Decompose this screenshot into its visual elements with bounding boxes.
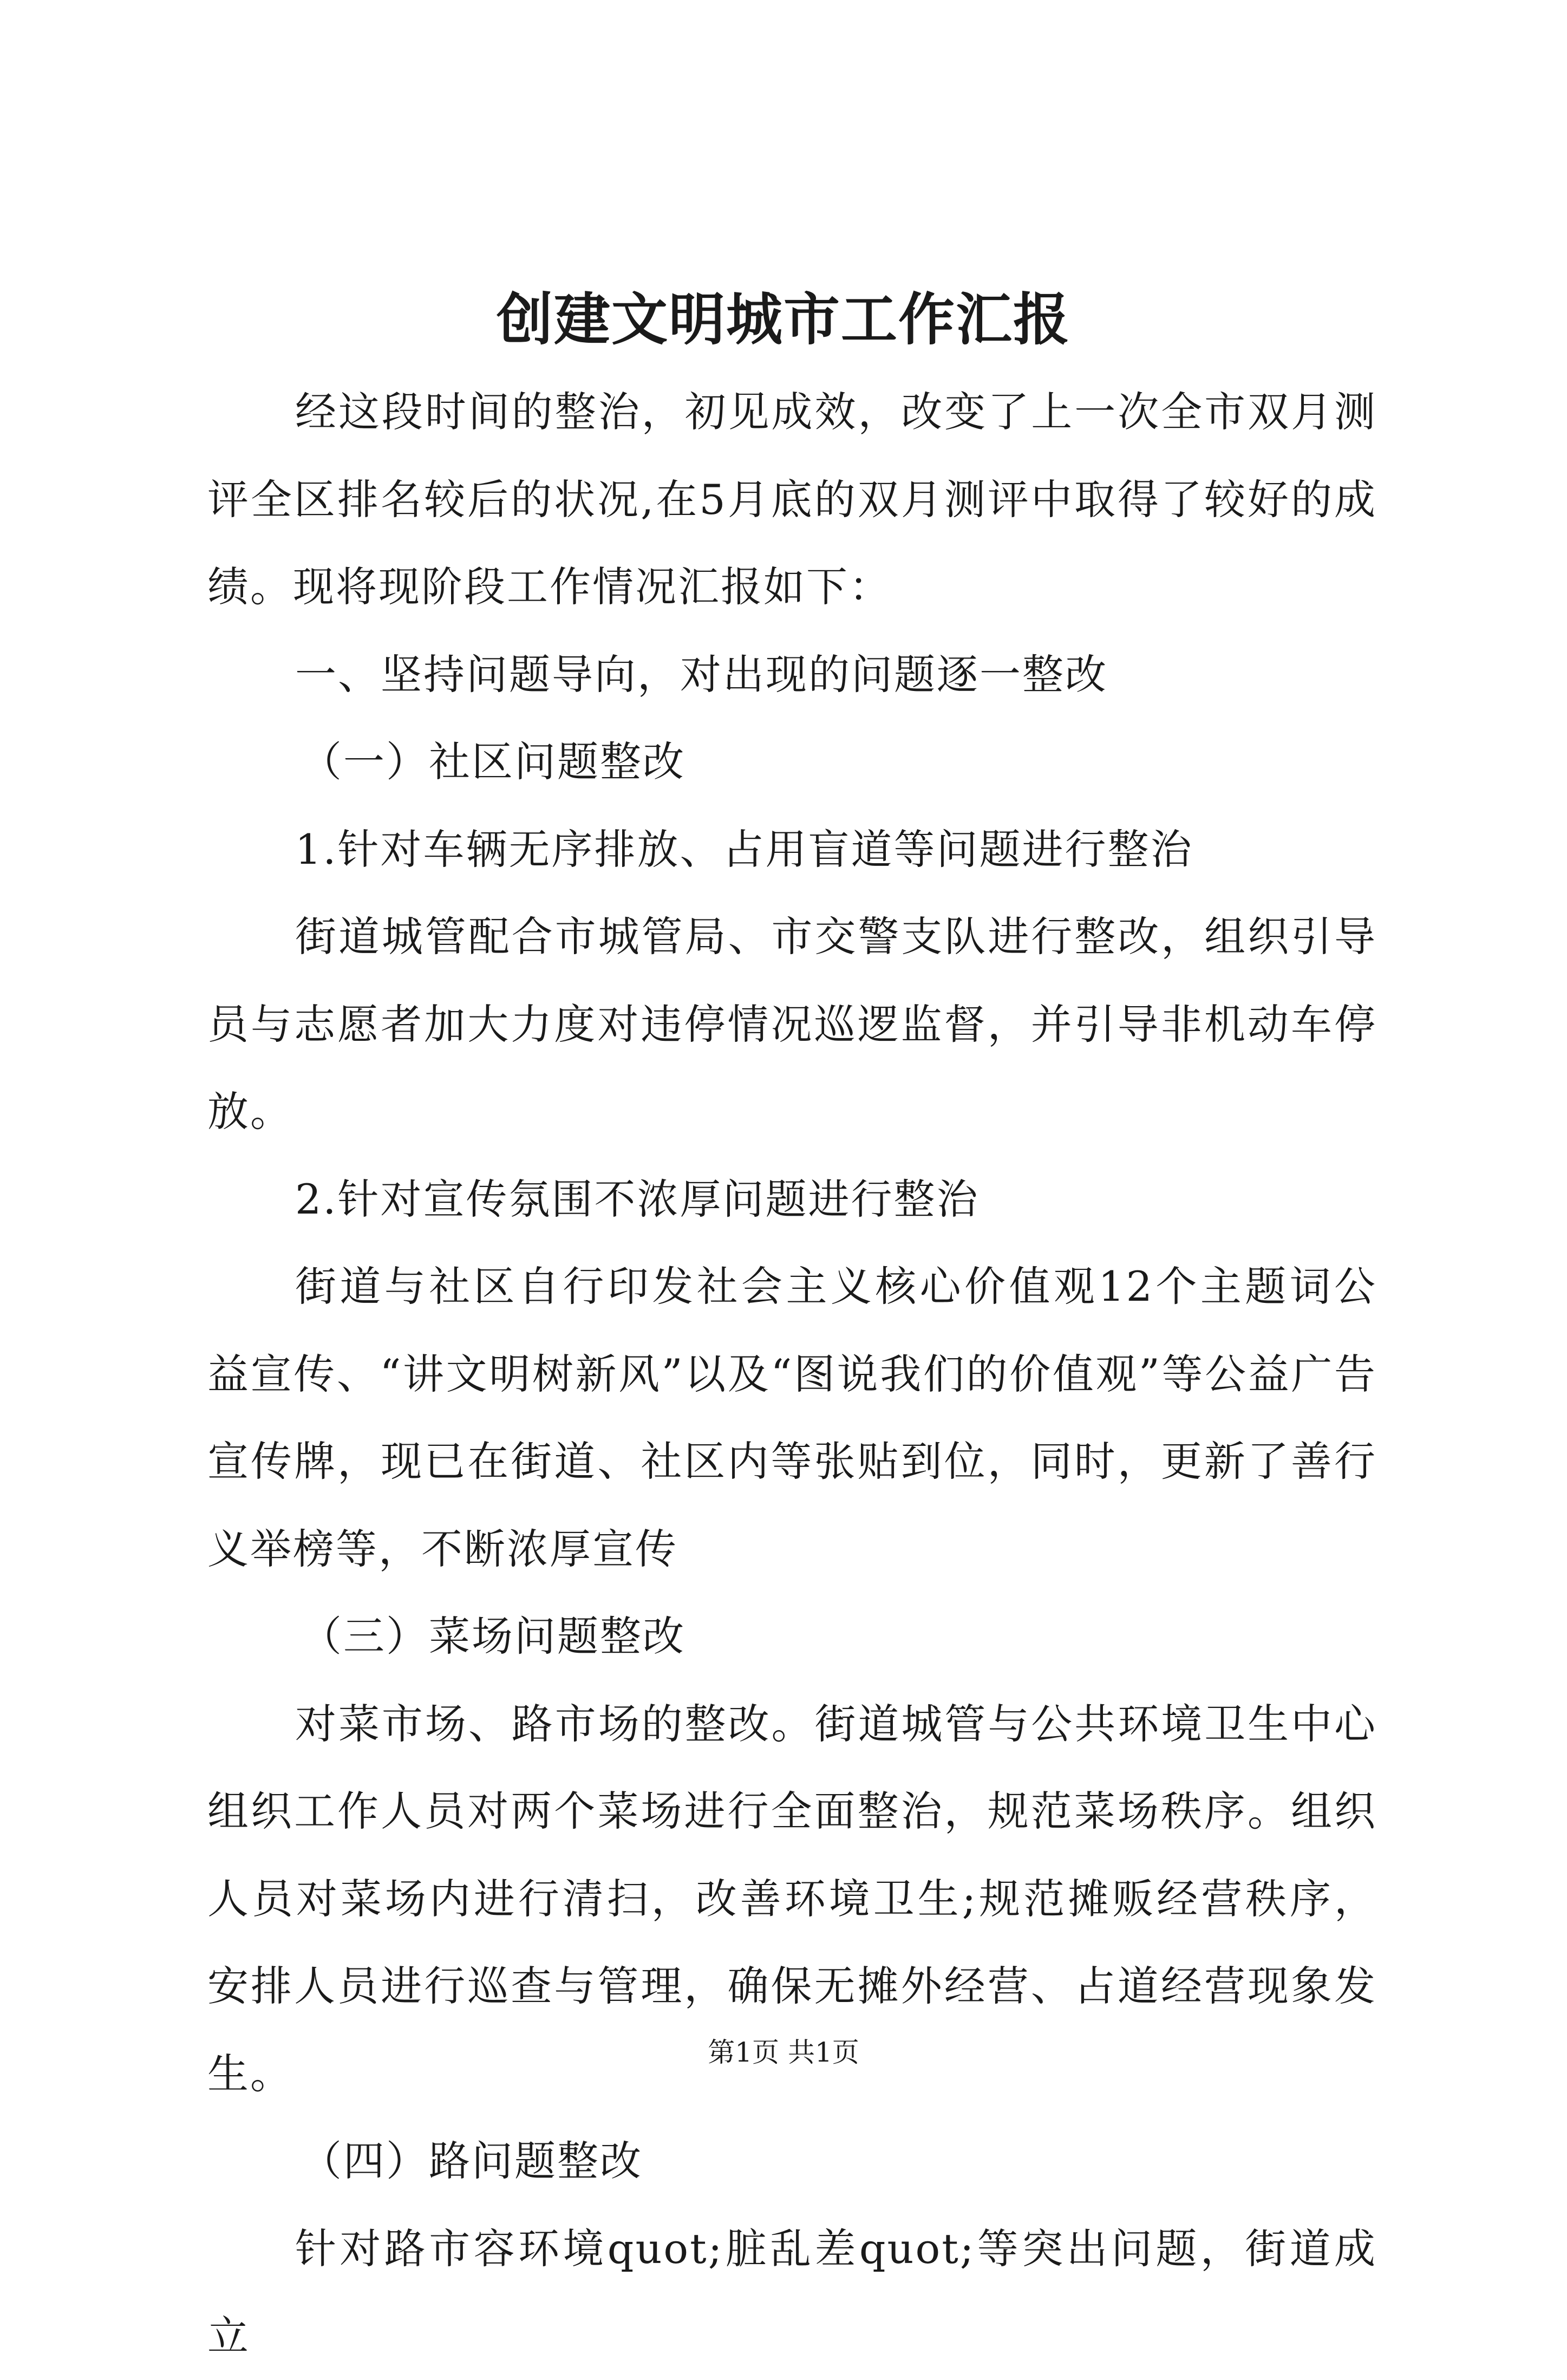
paragraph-vehicles: 街道城管配合市城管局、市交警支队进行整改，组织引导员与志愿者加大力度对违停情况巡逻监督，并引导非机动车停放。	[207, 912, 1377, 1136]
paragraph-intro: 经这段时间的整治，初见成效，改变了上一次全市双月测评全区排名较后的状况,在5月底的双月测评中取得了较好的成绩。现将现阶段工作情况汇报如下：	[207, 388, 1377, 611]
subsection-heading-community: （一）社区问题整改	[301, 738, 685, 786]
document-body	[207, 368, 1377, 2380]
section-heading-1: 一、坚持问题导向，对出现的问题逐一整改	[295, 650, 1108, 699]
paragraph-publicity: 街道与社区自行印发社会主义核心价值观12个主题词公益宣传、“讲文明树新风”以及“图说我们的价值观”等公益广告宣传牌，现已在街道、社区内等张贴到位，同时，更新了善行义举榜等，不断浓厚宣传	[207, 1262, 1377, 1573]
document-title: 创建文明城市工作汇报	[496, 286, 1070, 353]
item-heading-publicity: 2.针对宣传氛围不浓厚问题进行整治	[295, 1175, 980, 1223]
item-heading-vehicles: 1.针对车辆无序排放、占用盲道等问题进行整治	[295, 825, 1193, 873]
subsection-heading-market: （三）菜场问题整改	[301, 1612, 685, 1660]
page-footer: 第1页 共1页	[708, 2037, 859, 2068]
subsection-heading-road: （四）路问题整改	[301, 2137, 643, 2185]
paragraph-road: 针对路市容环境quot;脏乱差quot;等突出问题，街道成立	[207, 2224, 1377, 2360]
paragraph-market: 对菜市场、路市场的整改。街道城管与公共环境卫生中心组织工作人员对两个菜场进行全面整治，规范菜场秩序。组织人员对菜场内进行清扫，改善环境卫生;规范摊贩经营秩序，安排人员进行巡查与管理，确保无摊外经营、占道经营现象发生。	[207, 1699, 1377, 2098]
